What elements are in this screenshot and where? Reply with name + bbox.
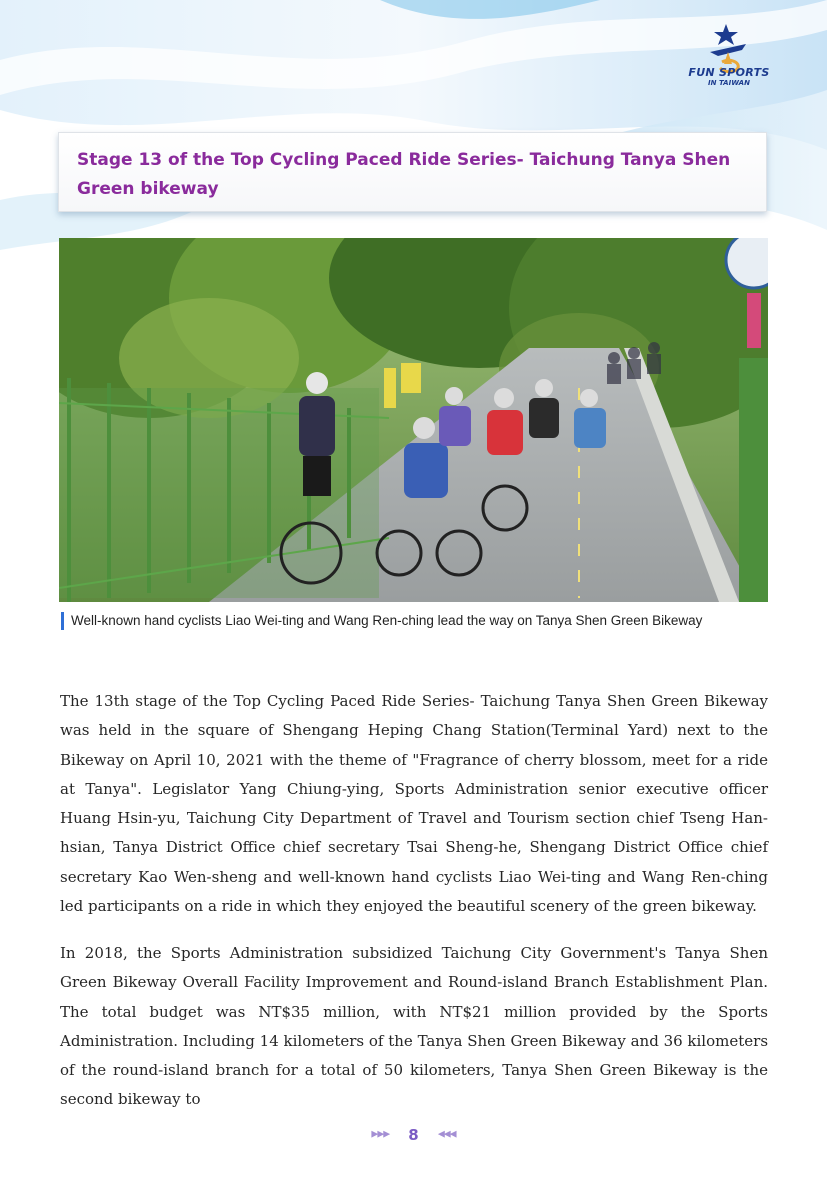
page-number: 8 [408, 1125, 419, 1144]
logo-text-main: FUN SPORTS [688, 66, 770, 79]
article-title: Stage 13 of the Top Cycling Paced Ride Series- Taichung Tanya Shen Green bikeway [77, 150, 731, 199]
body-paragraph-2: In 2018, the Sports Administration subsidized Taichung City Government's Tanya Shen Green Bikeway Overall Facility Improvement and Round-island Branch Establishment Plan. The total budget was NT$35 million, with NT$21 million provided by the Sports Administration. Including 14 kilometers of the Tanya Shen Green Bikeway and 36 kilometers of the round-island branch for a total of 50 kilometers, Tanya Shen Green Bikeway is the second bikeway to [60, 944, 769, 1109]
page-number-footer [0, 1124, 827, 1144]
left-arrows-icon: ▶▶▶ [371, 1129, 390, 1140]
body-paragraph-1: The 13th stage of the Top Cycling Paced Ride Series- Taichung Tanya Shen Green Bikeway was held in the square of Shengang Heping Chang Station(Terminal Yard) next to the Bikeway on April 10, 2021 with the theme of "Fragrance of cherry blossom, meet for a ride at Tanya". Legislator Yang Chiung-ying, Sports Administration senior executive officer Huang Hsin-yu, Taichung City Department of Travel and Tourism section chief Tseng Han-hsian, Tanya District Office chief secretary Tsai Sheng-he, Shengang District Office chief secretary Kao Wen-sheng and well-known hand cyclists Liao Wei-ting and Wang Ren-ching led participants on a ride in which they enjoyed the beautiful scenery of the green bikeway. [60, 692, 768, 916]
cyclists-on-bikeway-photo [59, 238, 768, 602]
photo-caption: Well-known hand cyclists Liao Wei-ting and Wang Ren-ching lead the way on Tanya Shen Green Bikeway [61, 612, 702, 630]
right-arrows-icon: ◀◀◀ [437, 1129, 456, 1140]
article-title-box [58, 132, 767, 212]
logo-text-sub: IN TAIWAN [708, 79, 750, 87]
